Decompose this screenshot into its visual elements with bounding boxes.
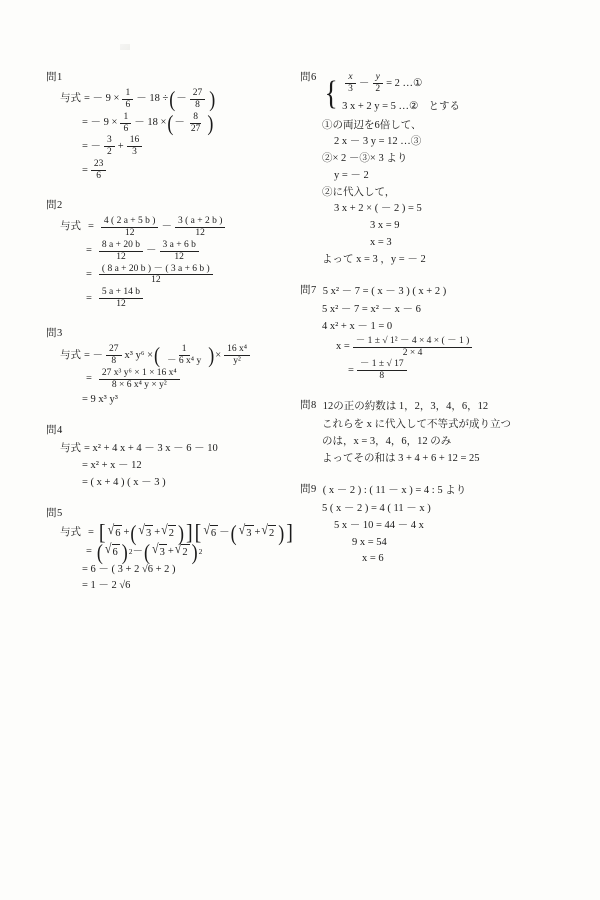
denominator: 3 <box>132 147 137 158</box>
problem-9-body <box>300 501 570 567</box>
paren-close: ) <box>209 86 216 112</box>
solution-line <box>322 501 570 517</box>
fraction <box>99 264 213 287</box>
bracket-close: ] <box>185 520 193 546</box>
radicand: 2 <box>181 544 189 561</box>
fraction <box>122 88 133 111</box>
expr-text: = 6 － ( 3 + 2 √6 + 2 ) <box>82 563 176 575</box>
fraction <box>190 88 206 111</box>
fraction <box>104 135 115 158</box>
expr-text: = x² + 4 x + 4 － 3 x － 6 － 10 <box>84 443 218 455</box>
expr-text: x³ y⁶ × <box>124 349 154 361</box>
expr-text: x = 3 <box>370 236 392 248</box>
problem-2 <box>46 198 296 310</box>
radical-icon: √ <box>261 521 269 538</box>
expr-text: 5 ( x － 2 ) = 4 ( 11 － x ) <box>322 503 431 515</box>
solution-line <box>60 520 296 546</box>
fraction <box>106 344 122 367</box>
numerator: 4 ( 2 a + 5 b ) <box>101 216 159 228</box>
bracket-open: [ <box>194 520 202 546</box>
expr-text: 5 x² － 7 = x² － x － 6 <box>322 304 421 316</box>
solution-line <box>60 539 296 565</box>
operator: － <box>132 545 144 557</box>
paren-close: ) <box>121 539 128 565</box>
numerator: 27 <box>106 344 122 356</box>
exponent: 2 <box>198 547 203 557</box>
problem-1-label: 問1 <box>46 72 63 83</box>
fraction <box>120 112 131 135</box>
solution-line <box>322 518 570 534</box>
fraction <box>175 216 225 239</box>
denominator: 27 <box>190 123 201 134</box>
solution-line <box>60 392 296 408</box>
left-column <box>46 70 296 610</box>
solution-line <box>322 336 570 359</box>
expr-text: × <box>215 349 222 361</box>
numerator: 27 x³ y⁶ × 1 × 16 x⁴ <box>99 368 180 380</box>
bracket-open: [ <box>98 520 106 546</box>
solution-line <box>323 399 488 415</box>
problem-7-body <box>300 302 570 382</box>
problem-8-body <box>300 417 570 466</box>
paren-open: ( <box>96 539 103 565</box>
solution-line <box>322 151 570 167</box>
expr-text: 5 x² － 7 = ( x － 3 ) ( x + 2 ) <box>322 286 447 298</box>
operator: － <box>219 527 230 539</box>
yoshiki-label: 与式 <box>60 527 81 539</box>
radicand: 3 <box>159 544 167 561</box>
problem-9 <box>300 482 570 567</box>
equation-system <box>323 70 460 117</box>
expr-text: ①の両辺を6倍して、 <box>322 119 422 131</box>
denominator: 6 <box>123 123 129 134</box>
bracket-close: ] <box>286 520 293 546</box>
fraction <box>99 368 180 391</box>
radical-icon: √ <box>152 540 159 557</box>
expr-text: 12の正の約数は 1，2，3，4，6，12 <box>322 401 489 413</box>
fraction <box>91 159 107 182</box>
solution-line <box>322 417 570 433</box>
expr-text: x = <box>336 341 350 353</box>
solution-line <box>323 284 446 300</box>
expr-text: ②に代入して， <box>322 186 396 198</box>
expr-text: = x² + x － 12 <box>82 459 142 471</box>
paren-close: ) <box>177 520 184 546</box>
fraction <box>164 344 204 367</box>
fraction <box>224 344 250 367</box>
paren-close: ) <box>278 520 285 546</box>
problem-9-header <box>300 482 570 500</box>
paren-open: ( <box>167 110 174 136</box>
paren-open: ( <box>130 520 137 546</box>
solution-line <box>322 235 570 251</box>
denominator: 6 <box>96 171 102 182</box>
yoshiki-label: 与式 <box>60 221 81 233</box>
equals: = <box>86 373 92 385</box>
fraction <box>357 359 407 382</box>
expr-text: のは，x = 3，4，6，12 のみ <box>322 435 452 447</box>
solution-line <box>322 168 570 184</box>
denominator: 6 <box>125 99 131 110</box>
expr-text: = － 9 × <box>84 93 120 105</box>
problem-8-header <box>300 398 570 416</box>
sqrt-term <box>238 521 254 542</box>
solution-line <box>322 201 570 217</box>
denominator: 12 <box>116 251 126 262</box>
solution-line <box>322 535 570 551</box>
solution-line <box>60 287 296 310</box>
numerator: 8 a + 20 b <box>99 240 143 252</box>
radicand: 6 <box>112 544 120 561</box>
fraction <box>101 216 159 239</box>
page-smudge <box>120 44 130 50</box>
fraction <box>99 240 143 263</box>
paren-open: ( <box>144 539 151 565</box>
radicand: 3 <box>245 525 253 542</box>
sqrt-term <box>152 540 167 561</box>
radical-icon: √ <box>138 521 145 538</box>
solution-line <box>60 562 296 578</box>
solution-line <box>60 88 296 111</box>
expr-text: x = 6 <box>362 553 384 565</box>
problem-4-body <box>46 441 296 490</box>
fraction <box>372 72 383 95</box>
expr-text: ②× 2 －③× 3 より <box>322 153 408 165</box>
numerator: 23 <box>91 159 107 171</box>
numerator: 8 <box>190 112 201 124</box>
sqrt-term <box>161 521 176 542</box>
problem-6-header <box>300 70 570 117</box>
brace-icon: { <box>324 74 338 112</box>
solution-line <box>322 359 570 382</box>
minus-sign: － <box>174 117 185 129</box>
paren-close: ) <box>207 110 214 136</box>
system-note: とする <box>428 100 460 112</box>
numerator: 27 <box>190 88 206 100</box>
expr-text: ( x － 2 ) : ( 11 － x ) = 4 : 5 より <box>322 485 467 497</box>
problem-5-label: 問5 <box>46 508 63 520</box>
expr-text: = 2 …① <box>386 77 423 89</box>
solution-line <box>60 112 296 135</box>
expr-text: － 18 × <box>134 117 167 129</box>
numerator: － 1 ± √ 17 <box>357 359 407 371</box>
sqrt-term <box>104 540 120 561</box>
numerator: 3 <box>104 135 115 147</box>
numerator: 1 <box>120 112 131 124</box>
fraction <box>188 112 204 135</box>
problem-2-label: 問2 <box>46 200 63 212</box>
solution-line <box>322 319 570 335</box>
problem-7-header <box>300 283 570 301</box>
denominator: 12 <box>124 227 135 238</box>
solution-line <box>60 240 296 263</box>
equals: = <box>86 269 92 281</box>
numerator: y <box>373 72 383 84</box>
denominator: 8 <box>379 371 385 382</box>
fraction <box>99 287 143 310</box>
right-column <box>300 70 570 583</box>
equals: = <box>88 221 94 233</box>
equals: = <box>86 545 92 557</box>
expr-text: よってその和は 3 + 4 + 6 + 12 = 25 <box>322 452 480 464</box>
radical-icon: √ <box>174 540 182 557</box>
sqrt-term <box>107 521 123 542</box>
problem-4-label: 問4 <box>46 425 63 437</box>
problem-2-body <box>46 216 296 310</box>
denominator: 3 <box>348 83 353 94</box>
operator: + <box>123 527 130 539</box>
system-equation-1 <box>342 72 460 95</box>
system-rows <box>342 70 460 117</box>
expr-text: = 9 x³ y³ <box>82 393 118 405</box>
problem-6-body <box>300 118 570 268</box>
numerator: 1 <box>179 344 190 356</box>
solution-line <box>60 458 296 474</box>
solution-line <box>323 483 466 499</box>
expr-text: 3 x = 9 <box>370 220 400 232</box>
problem-4 <box>46 423 296 490</box>
fraction <box>127 135 143 158</box>
fraction <box>160 240 199 263</box>
expr-text: y = － 2 <box>334 169 369 181</box>
problem-6 <box>300 70 570 267</box>
solution-line <box>60 344 296 367</box>
solution-line <box>60 578 296 594</box>
solution-line <box>322 551 570 567</box>
problem-7 <box>300 283 570 382</box>
denominator: 8 <box>195 99 200 110</box>
equals: = <box>86 245 92 257</box>
solution-line <box>322 252 570 268</box>
solution-line <box>60 264 296 287</box>
expr-text: 3 x + 2 y = 5 …② <box>342 100 419 112</box>
numerator: 16 x⁴ <box>224 344 250 356</box>
radicand: 2 <box>168 525 176 542</box>
solution-line <box>322 218 570 234</box>
paren-close: ) <box>191 539 198 565</box>
denominator: 12 <box>195 227 205 238</box>
radicand: 6 <box>114 525 122 542</box>
radical-icon: √ <box>107 521 115 538</box>
problem-7-label: 問7 <box>300 285 317 297</box>
solution-line <box>322 134 570 150</box>
problem-1-body <box>46 88 296 182</box>
operator: + <box>254 527 261 539</box>
numerator: 3 a + 6 b <box>160 240 199 252</box>
paren-close: ) <box>208 342 215 368</box>
solution-line <box>322 118 570 134</box>
solution-line <box>60 159 296 182</box>
expr-text: － 18 ÷ <box>136 93 169 105</box>
numerator: 5 a + 14 b <box>99 287 143 299</box>
problem-5 <box>46 506 296 594</box>
solution-line <box>60 216 296 239</box>
radicand: 3 <box>145 525 153 542</box>
numerator: － 1 ± √ 1² － 4 × 4 × ( － 1 ) <box>353 336 472 348</box>
sqrt-term <box>261 521 276 542</box>
radical-icon: √ <box>203 521 210 538</box>
yoshiki-label: 与式 <box>60 443 81 455</box>
solution-line <box>322 434 570 450</box>
problem-1 <box>46 70 296 182</box>
expr-text: 2 x － 3 y = 12 …③ <box>334 136 422 148</box>
fraction <box>345 72 356 95</box>
paren-open: ( <box>169 86 176 112</box>
problem-3-label: 問3 <box>46 328 63 340</box>
expr-text: = <box>348 364 354 376</box>
expr-text: よって x = 3 ，y = － 2 <box>322 253 426 265</box>
solution-line <box>322 451 570 467</box>
numerator: 3 ( a + 2 b ) <box>175 216 225 228</box>
operator: + <box>154 527 161 539</box>
solution-line <box>60 475 296 491</box>
problem-8-label: 問8 <box>300 400 317 412</box>
fraction <box>353 336 472 359</box>
denominator: 8 × 6 x⁴ y × y² <box>111 379 167 390</box>
numerator: 16 <box>127 135 143 147</box>
system-equation-2 <box>342 99 460 115</box>
expr-text: これらを x に代入して不等式が成り立つ <box>322 419 511 431</box>
radical-icon: √ <box>104 540 112 557</box>
problem-8 <box>300 398 570 466</box>
solution-line <box>322 302 570 318</box>
solution-line <box>60 135 296 158</box>
equals: = <box>86 292 92 304</box>
denominator: 12 <box>116 299 126 310</box>
operator: － <box>146 245 157 257</box>
denominator: 8 <box>111 355 117 366</box>
radicand: 6 <box>210 525 218 542</box>
numerator: ( 8 a + 20 b ) － ( 3 a + 6 b ) <box>99 264 213 276</box>
numerator: 1 <box>122 88 133 100</box>
denominator: 12 <box>151 275 161 286</box>
expr-text: 3 x + 2 × ( － 2 ) = 5 <box>334 203 422 215</box>
minus-sign: － <box>176 93 187 105</box>
expr-text: = ( x + 4 ) ( x － 3 ) <box>82 476 166 488</box>
solution-line <box>60 368 296 391</box>
problem-6-label: 問6 <box>300 72 317 83</box>
operator: － <box>161 221 172 233</box>
sqrt-term <box>174 540 190 561</box>
expr-text: 4 x² + x － 1 = 0 <box>322 320 393 332</box>
expr-text: = － <box>84 349 104 361</box>
problem-9-label: 問9 <box>300 484 317 496</box>
yoshiki-label: 与式 <box>60 93 81 105</box>
expr-text: + <box>117 140 124 152</box>
expr-text: 9 x = 54 <box>352 536 387 548</box>
paren-open: ( <box>154 342 161 368</box>
sqrt-term <box>203 521 218 542</box>
expr-text: = － <box>82 140 102 152</box>
denominator: － 6 x⁴ y <box>167 355 202 366</box>
denominator: 2 <box>375 83 381 94</box>
problem-3 <box>46 326 296 407</box>
problem-3-body <box>46 344 296 407</box>
denominator: y² <box>233 355 241 366</box>
exponent: 2 <box>128 547 133 557</box>
paren-open: ( <box>230 520 237 546</box>
expr-text: = 1 － 2 √6 <box>82 580 131 592</box>
problem-5-body <box>46 520 296 594</box>
denominator: 12 <box>174 251 184 262</box>
expr-text: = － 9 × <box>82 117 118 129</box>
radical-icon: √ <box>161 521 168 538</box>
expr-text: = <box>82 164 88 176</box>
radicand: 2 <box>268 525 276 542</box>
solution-line <box>322 185 570 201</box>
operator: － <box>358 77 370 89</box>
radical-icon: √ <box>238 521 246 538</box>
solution-line <box>60 441 296 457</box>
denominator: 2 × 4 <box>402 347 423 358</box>
operator: + <box>167 545 174 557</box>
expr-text: 5 x － 10 = 44 － 4 x <box>334 519 424 531</box>
denominator: 2 <box>107 147 112 158</box>
numerator: x <box>345 72 355 84</box>
equals: = <box>88 527 94 539</box>
yoshiki-label: 与式 <box>60 349 81 361</box>
